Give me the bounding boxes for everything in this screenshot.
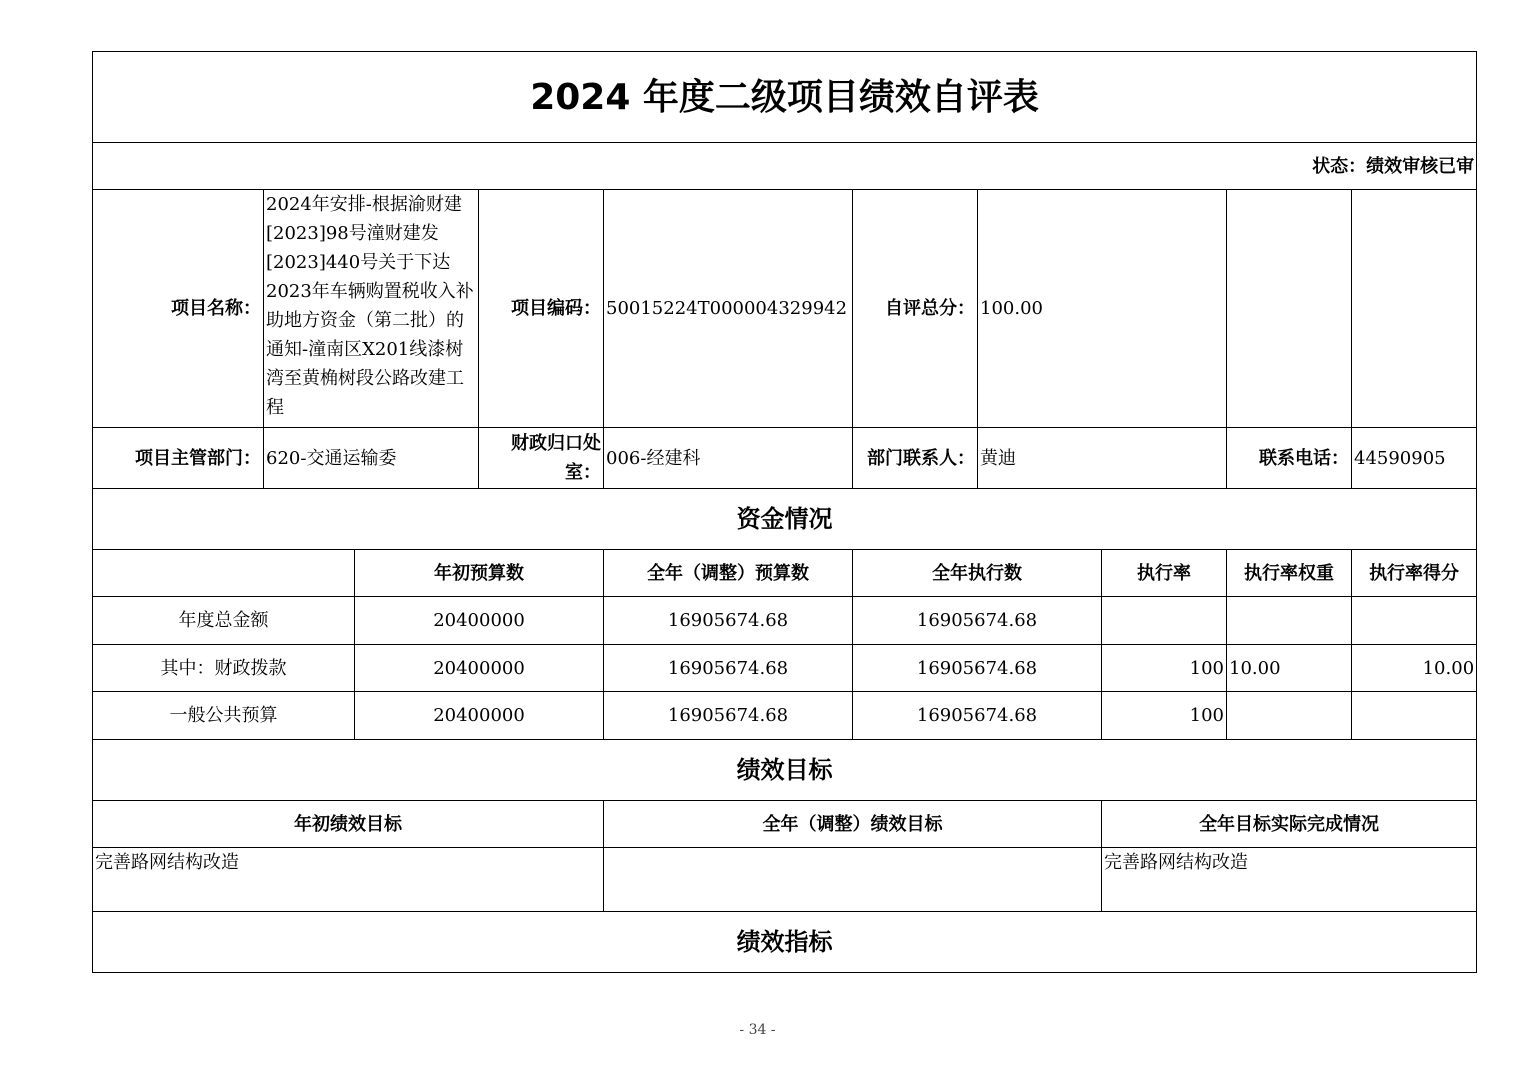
fund-executed: 16905674.68 [853,692,1102,740]
fund-adjusted: 16905674.68 [604,645,853,692]
table-row [93,597,1477,645]
evaluation-table [92,51,1477,973]
funds-header: 执行率得分 [1352,550,1477,597]
fund-initial: 20400000 [355,645,604,692]
goal-adjusted-value [604,848,1102,912]
page-title: 2024 年度二级项目绩效自评表 [93,52,1477,143]
funds-header: 执行率权重 [1227,550,1352,597]
goals-section-title: 绩效目标 [93,740,1477,801]
project-code-label: 项目编码： [479,190,604,428]
funds-header: 年初预算数 [355,550,604,597]
fund-initial: 20400000 [355,597,604,645]
fund-score [1352,597,1477,645]
office-label: 财政归口处室： [479,428,604,489]
phone-label: 联系电话： [1227,428,1352,489]
empty-cell [1352,190,1477,428]
fund-rate: 100 [1102,692,1227,740]
self-score-label: 自评总分： [853,190,978,428]
goal-initial-value: 完善路网结构改造 [93,848,604,912]
table-row [93,645,1477,692]
self-evaluation-sheet [92,51,1476,973]
contact-value: 黄迪 [978,428,1227,489]
page-number: - 34 - [739,1022,776,1038]
funds-section-title: 资金情况 [93,489,1477,550]
fund-score: 10.00 [1352,645,1477,692]
status-row [93,143,1477,190]
project-code-value: 50015224T000004329942 [604,190,853,428]
fund-rate [1102,597,1227,645]
goals-header-actual: 全年目标实际完成情况 [1102,801,1477,848]
fund-executed: 16905674.68 [853,597,1102,645]
fund-initial: 20400000 [355,692,604,740]
funds-header: 执行率 [1102,550,1227,597]
indicators-section-title: 绩效指标 [93,912,1477,973]
dept-label: 项目主管部门： [93,428,264,489]
goals-header-initial: 年初绩效目标 [93,801,604,848]
funds-header [93,550,355,597]
fund-adjusted: 16905674.68 [604,692,853,740]
fund-row-name: 一般公共预算 [93,692,355,740]
fund-weight [1227,692,1352,740]
contact-label: 部门联系人： [853,428,978,489]
status-value: 绩效审核已审 [1366,155,1475,177]
fund-weight [1227,597,1352,645]
project-name-value: 2024年安排-根据渝财建[2023]98号潼财建发[2023]440号关于下达2023年车辆购置税收入补助地方资金（第二批）的通知-潼南区X201线漆树湾至黄桷树段公路改建工程 [264,190,479,428]
fund-row-name: 其中：财政拨款 [93,645,355,692]
project-name-label: 项目名称： [93,190,264,428]
empty-cell [1227,190,1352,428]
status-label: 状态： [1312,155,1367,177]
funds-header: 全年（调整）预算数 [604,550,853,597]
funds-header: 全年执行数 [853,550,1102,597]
fund-adjusted: 16905674.68 [604,597,853,645]
goals-header-adjusted: 全年（调整）绩效目标 [604,801,1102,848]
fund-score [1352,692,1477,740]
fund-row-name: 年度总金额 [93,597,355,645]
fund-weight: 10.00 [1227,645,1352,692]
phone-value: 44590905 [1352,428,1477,489]
goal-actual-value: 完善路网结构改造 [1102,848,1477,912]
dept-value: 620-交通运输委 [264,428,479,489]
office-value: 006-经建科 [604,428,853,489]
fund-executed: 16905674.68 [853,645,1102,692]
table-row [93,692,1477,740]
self-score-value: 100.00 [978,190,1227,428]
fund-rate: 100 [1102,645,1227,692]
